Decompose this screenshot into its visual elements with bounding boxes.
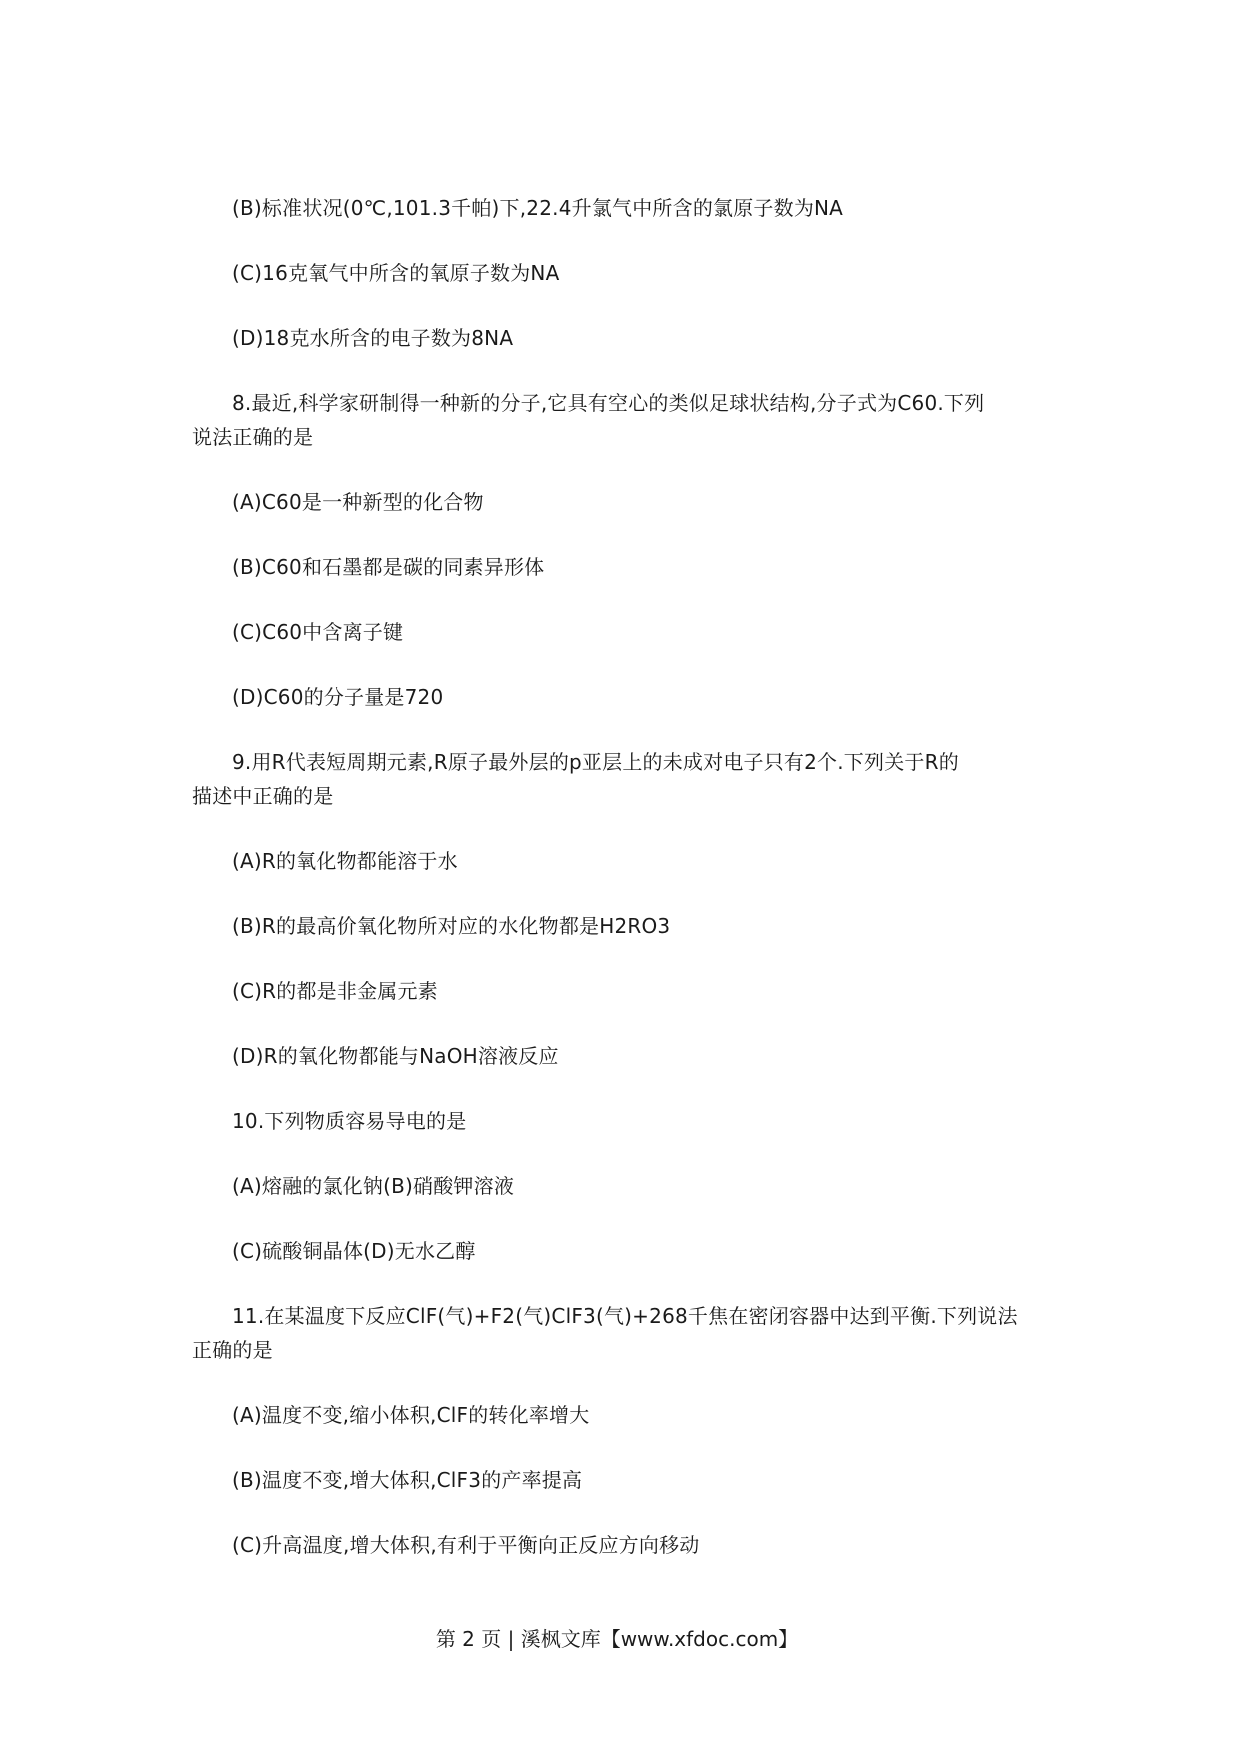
option-7c: (C)16克氧气中所含的氧原子数为NA [232,261,560,285]
option-8a: (A)C60是一种新型的化合物 [232,490,484,514]
option-7d: (D)18克水所含的电子数为8NA [232,326,514,350]
option-9a: (A)R的氧化物都能溶于水 [232,849,458,873]
question-8-line-2: 说法正确的是 [192,425,314,449]
option-10cd: (C)硫酸铜晶体(D)无水乙醇 [232,1239,476,1263]
question-9-line-2: 描述中正确的是 [192,784,334,808]
option-7b: (B)标准状况(0℃,101.3千帕)下,22.4升氯气中所含的氯原子数为NA [232,196,844,220]
option-8c: (C)C60中含离子键 [232,620,404,644]
question-11-line-1: 11.在某温度下反应ClF(气)+F2(气)ClF3(气)+268千焦在密闭容器中达到平衡.下列说法 [232,1304,1018,1328]
option-11b: (B)温度不变,增大体积,ClF3的产率提高 [232,1468,583,1492]
option-10ab: (A)熔融的氯化钠(B)硝酸钾溶液 [232,1174,515,1198]
question-9-line-1: 9.用R代表短周期元素,R原子最外层的p亚层上的未成对电子只有2个.下列关于R的 [232,750,959,774]
option-9d: (D)R的氧化物都能与NaOH溶液反应 [232,1044,559,1068]
question-11-line-2: 正确的是 [192,1338,273,1362]
page-footer: 第 2 页 | 溪枫文库【www.xfdoc.com】 [435,1627,799,1651]
option-11c: (C)升高温度,增大体积,有利于平衡向正反应方向移动 [232,1533,700,1557]
option-11a: (A)温度不变,缩小体积,ClF的转化率增大 [232,1403,590,1427]
question-8-line-1: 8.最近,科学家研制得一种新的分子,它具有空心的类似足球状结构,分子式为C60.下列 [232,391,985,415]
option-9b: (B)R的最高价氧化物所对应的水化物都是H2RO3 [232,914,671,938]
question-10: 10.下列物质容易导电的是 [232,1109,467,1133]
option-8b: (B)C60和石墨都是碳的同素异形体 [232,555,545,579]
option-8d: (D)C60的分子量是720 [232,685,444,709]
option-9c: (C)R的都是非金属元素 [232,979,438,1003]
